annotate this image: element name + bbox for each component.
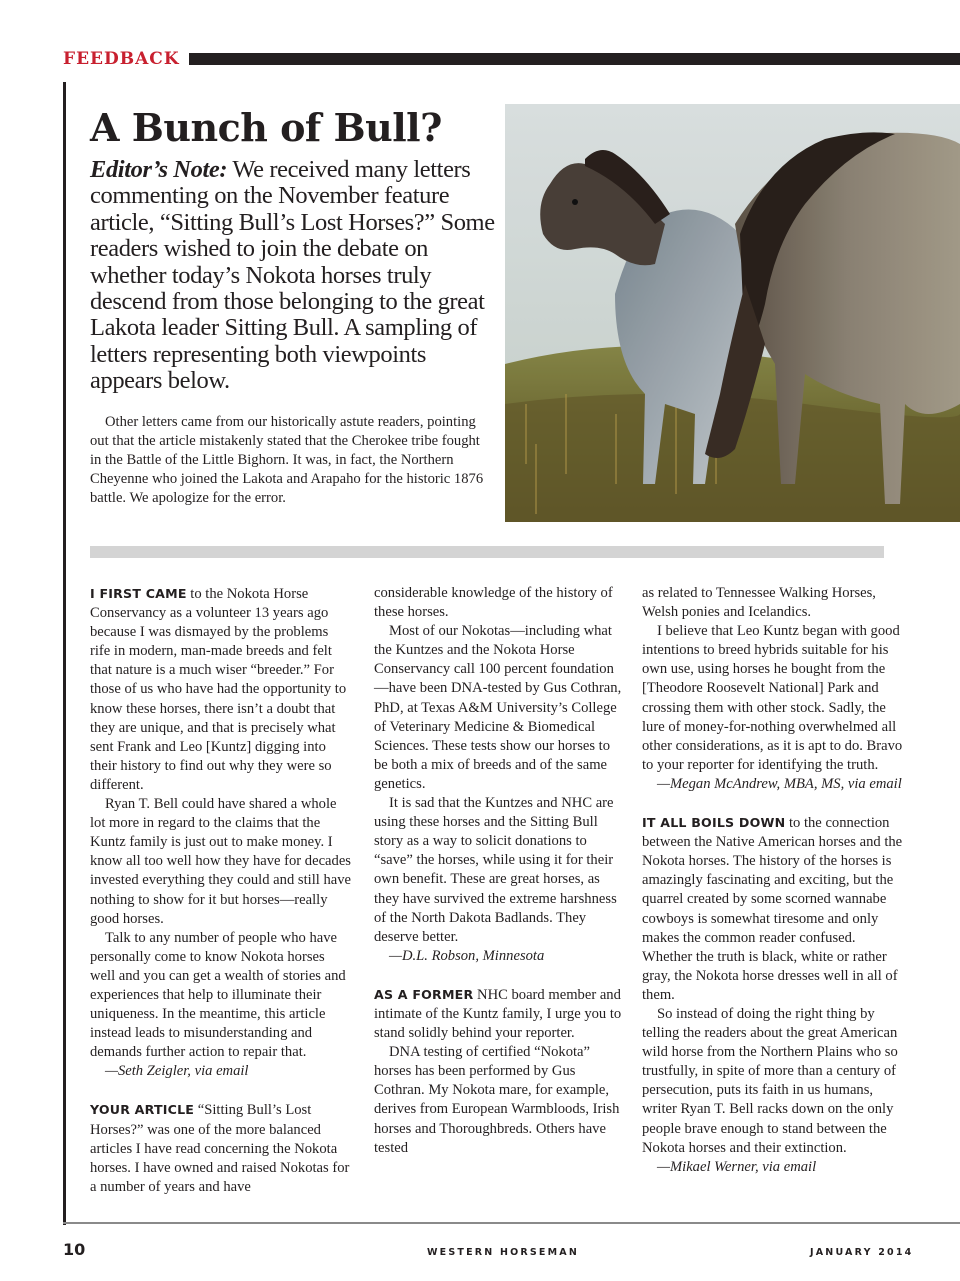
letter-3-paragraph bbox=[374, 985, 624, 1043]
divider-bar bbox=[90, 546, 884, 558]
issue-date: JANUARY 2014 bbox=[810, 1247, 914, 1258]
letter-1-paragraph bbox=[90, 584, 352, 795]
letter-3-signature: —Megan McAndrew, MBA, MS, via email bbox=[657, 775, 902, 792]
letter-2-paragraph-3: It is sad that the Kuntzes and NHC are using these horses and the Sitting Bull story as a way to solicit donations to “save” the horses, while using it for their own benefit. These are great horses, as they have survived the extreme harshness of the North Dakota Badlands. They deserve better. bbox=[374, 795, 617, 945]
column-1 bbox=[90, 584, 352, 1197]
editors-note bbox=[90, 157, 500, 395]
letter-2-paragraph-2: Most of our Nokotas—including what the Kuntzes and the Nokota Horse Conservancy call 100 percent foundation—have been DNA-tested by Gus Cothran, PhD, at Texas A&M University’s College of Veterinary Medicine & Biomedical Sciences. These tests show our horses to be both a mix of breeds and of the same genetics. bbox=[374, 623, 622, 792]
letter-1-signature: —Seth Zeigler, via email bbox=[105, 1063, 249, 1080]
horses-photo bbox=[505, 104, 960, 522]
letter-4-paragraph bbox=[642, 813, 904, 1005]
section-bar bbox=[189, 53, 960, 65]
letter-4-kicker: IT ALL BOILS DOWN bbox=[642, 815, 786, 831]
letter-1-paragraph-3: Talk to any number of people who have personally come to know Nokota horses well and you can get a wealth of stories and experiences that help to illuminate their uniqueness. In the meantime, this article instead leads to misunderstanding and demands further action to repair that. bbox=[90, 929, 346, 1061]
intro-paragraph: Other letters came from our historically astute readers, pointing out that the article mistakenly stated that the Cherokee tribe fought in the Battle of the Little Bighorn. It was, in fact, the Northern Cheyenne who joined the Lakota and Arapaho for the historic 1876 battle. We apologize for the error. bbox=[90, 414, 484, 507]
section-header bbox=[63, 48, 960, 70]
letter-1-kicker: I FIRST CAME bbox=[90, 586, 187, 601]
headline: A Bunch of Bull? bbox=[90, 105, 442, 150]
letter-3-kicker: AS A FORMER bbox=[374, 986, 474, 1002]
letter-2-kicker: YOUR ARTICLE bbox=[90, 1102, 195, 1118]
editors-note-text: We received many letters commenting on the November feature article, “Sitting Bull’s Lost Horses?” Some readers wished to join the debate on whether today’s Nokota horses truly descend from those belonging to the great Lakota leader Sitting Bull. A sampling of letters representing both viewpoints appears below. bbox=[90, 156, 495, 395]
letter-3-continued: as related to Tennessee Walking Horses, Welsh ponies and Icelandics. bbox=[642, 585, 876, 621]
letter-3-paragraph-2: DNA testing of certified “Nokota” horses has been performed by Gus Cothran. My Nokota mare, for example, derives from European Warmbloods, Irish horses and Thoroughbreds. Others have tested bbox=[374, 1044, 620, 1156]
bottom-rule bbox=[63, 1222, 960, 1224]
letter-3-paragraph-3: I believe that Leo Kuntz began with good intentions to breed hybrids suitable for his own use, using horses he bought from the [Theodore Roosevelt National] Park and crossing them with other stock. Sadly, the lure of money-for-nothing overwhelmed all other considerations, as it is apt to do. Bravo to your reporter for identifying the truth. bbox=[642, 623, 903, 773]
letter-2-text: “Sitting Bull’s Lost Horses?” was one of the more balanced articles I have read concerning the Nokota horses. I have owned and raised Nokotas for a number of years and have bbox=[90, 1102, 350, 1195]
left-rule bbox=[63, 82, 66, 1225]
editors-note-lead: Editor’s Note: bbox=[90, 156, 228, 183]
column-3 bbox=[642, 584, 904, 1177]
letter-4-signature: —Mikael Werner, via email bbox=[657, 1158, 817, 1175]
page-number: 10 bbox=[63, 1240, 86, 1259]
letter-1-text: to the Nokota Horse Conservancy as a volunteer 13 years ago because I was dismayed by the problems rife in modern, man-made breeds and felt that nature is a much wiser “breeder.” For those of us who have had the opportunity to know these horses, there isn’t a doubt that they are unique, and that is precisely what sent Frank and Leo [Kuntz] digging into their history to find out why they were so different. bbox=[90, 586, 347, 793]
letter-2-continued: considerable knowledge of the history of these horses. bbox=[374, 585, 613, 621]
section-label: FEEDBACK bbox=[63, 49, 180, 69]
magazine-name: WESTERN HORSEMAN bbox=[427, 1247, 579, 1258]
letter-4-paragraph-2: So instead of doing the right thing by telling the readers about the great American wild horse from the Northern Plains who so trustfully, in spite of more than a century of persecution, puts its faith in us humans, writer Ryan T. Bell racks down on the only people brave enough to stand between the Nokota horses and their extinction. bbox=[642, 1005, 898, 1156]
letter-1-paragraph-2: Ryan T. Bell could have shared a whole lot more in regard to the claims that the Kuntz family is just out to make money. I know all too well how they have for decades invested everything they could and still have nothing to show for it but horses—really good horses. bbox=[90, 796, 351, 927]
letter-2-paragraph bbox=[90, 1100, 352, 1196]
column-2 bbox=[374, 584, 624, 1158]
letter-2-signature: —D.L. Robson, Minnesota bbox=[389, 947, 545, 964]
letter-3-text: NHC board member and intimate of the Kuntz family, I urge you to stand solidly behind your reporter. bbox=[374, 986, 622, 1042]
letter-4-text: to the connection between the Native American horses and the Nokota horses. The history of the horses is amazingly fascinating and exciting, but the quarrel created by some scorned wannabe cowboys is somewhat tiresome and only makes the common reader confused. Whether the truth is black, white or rather gray, the Nokota horse dresses well in all of them. bbox=[642, 815, 903, 1003]
